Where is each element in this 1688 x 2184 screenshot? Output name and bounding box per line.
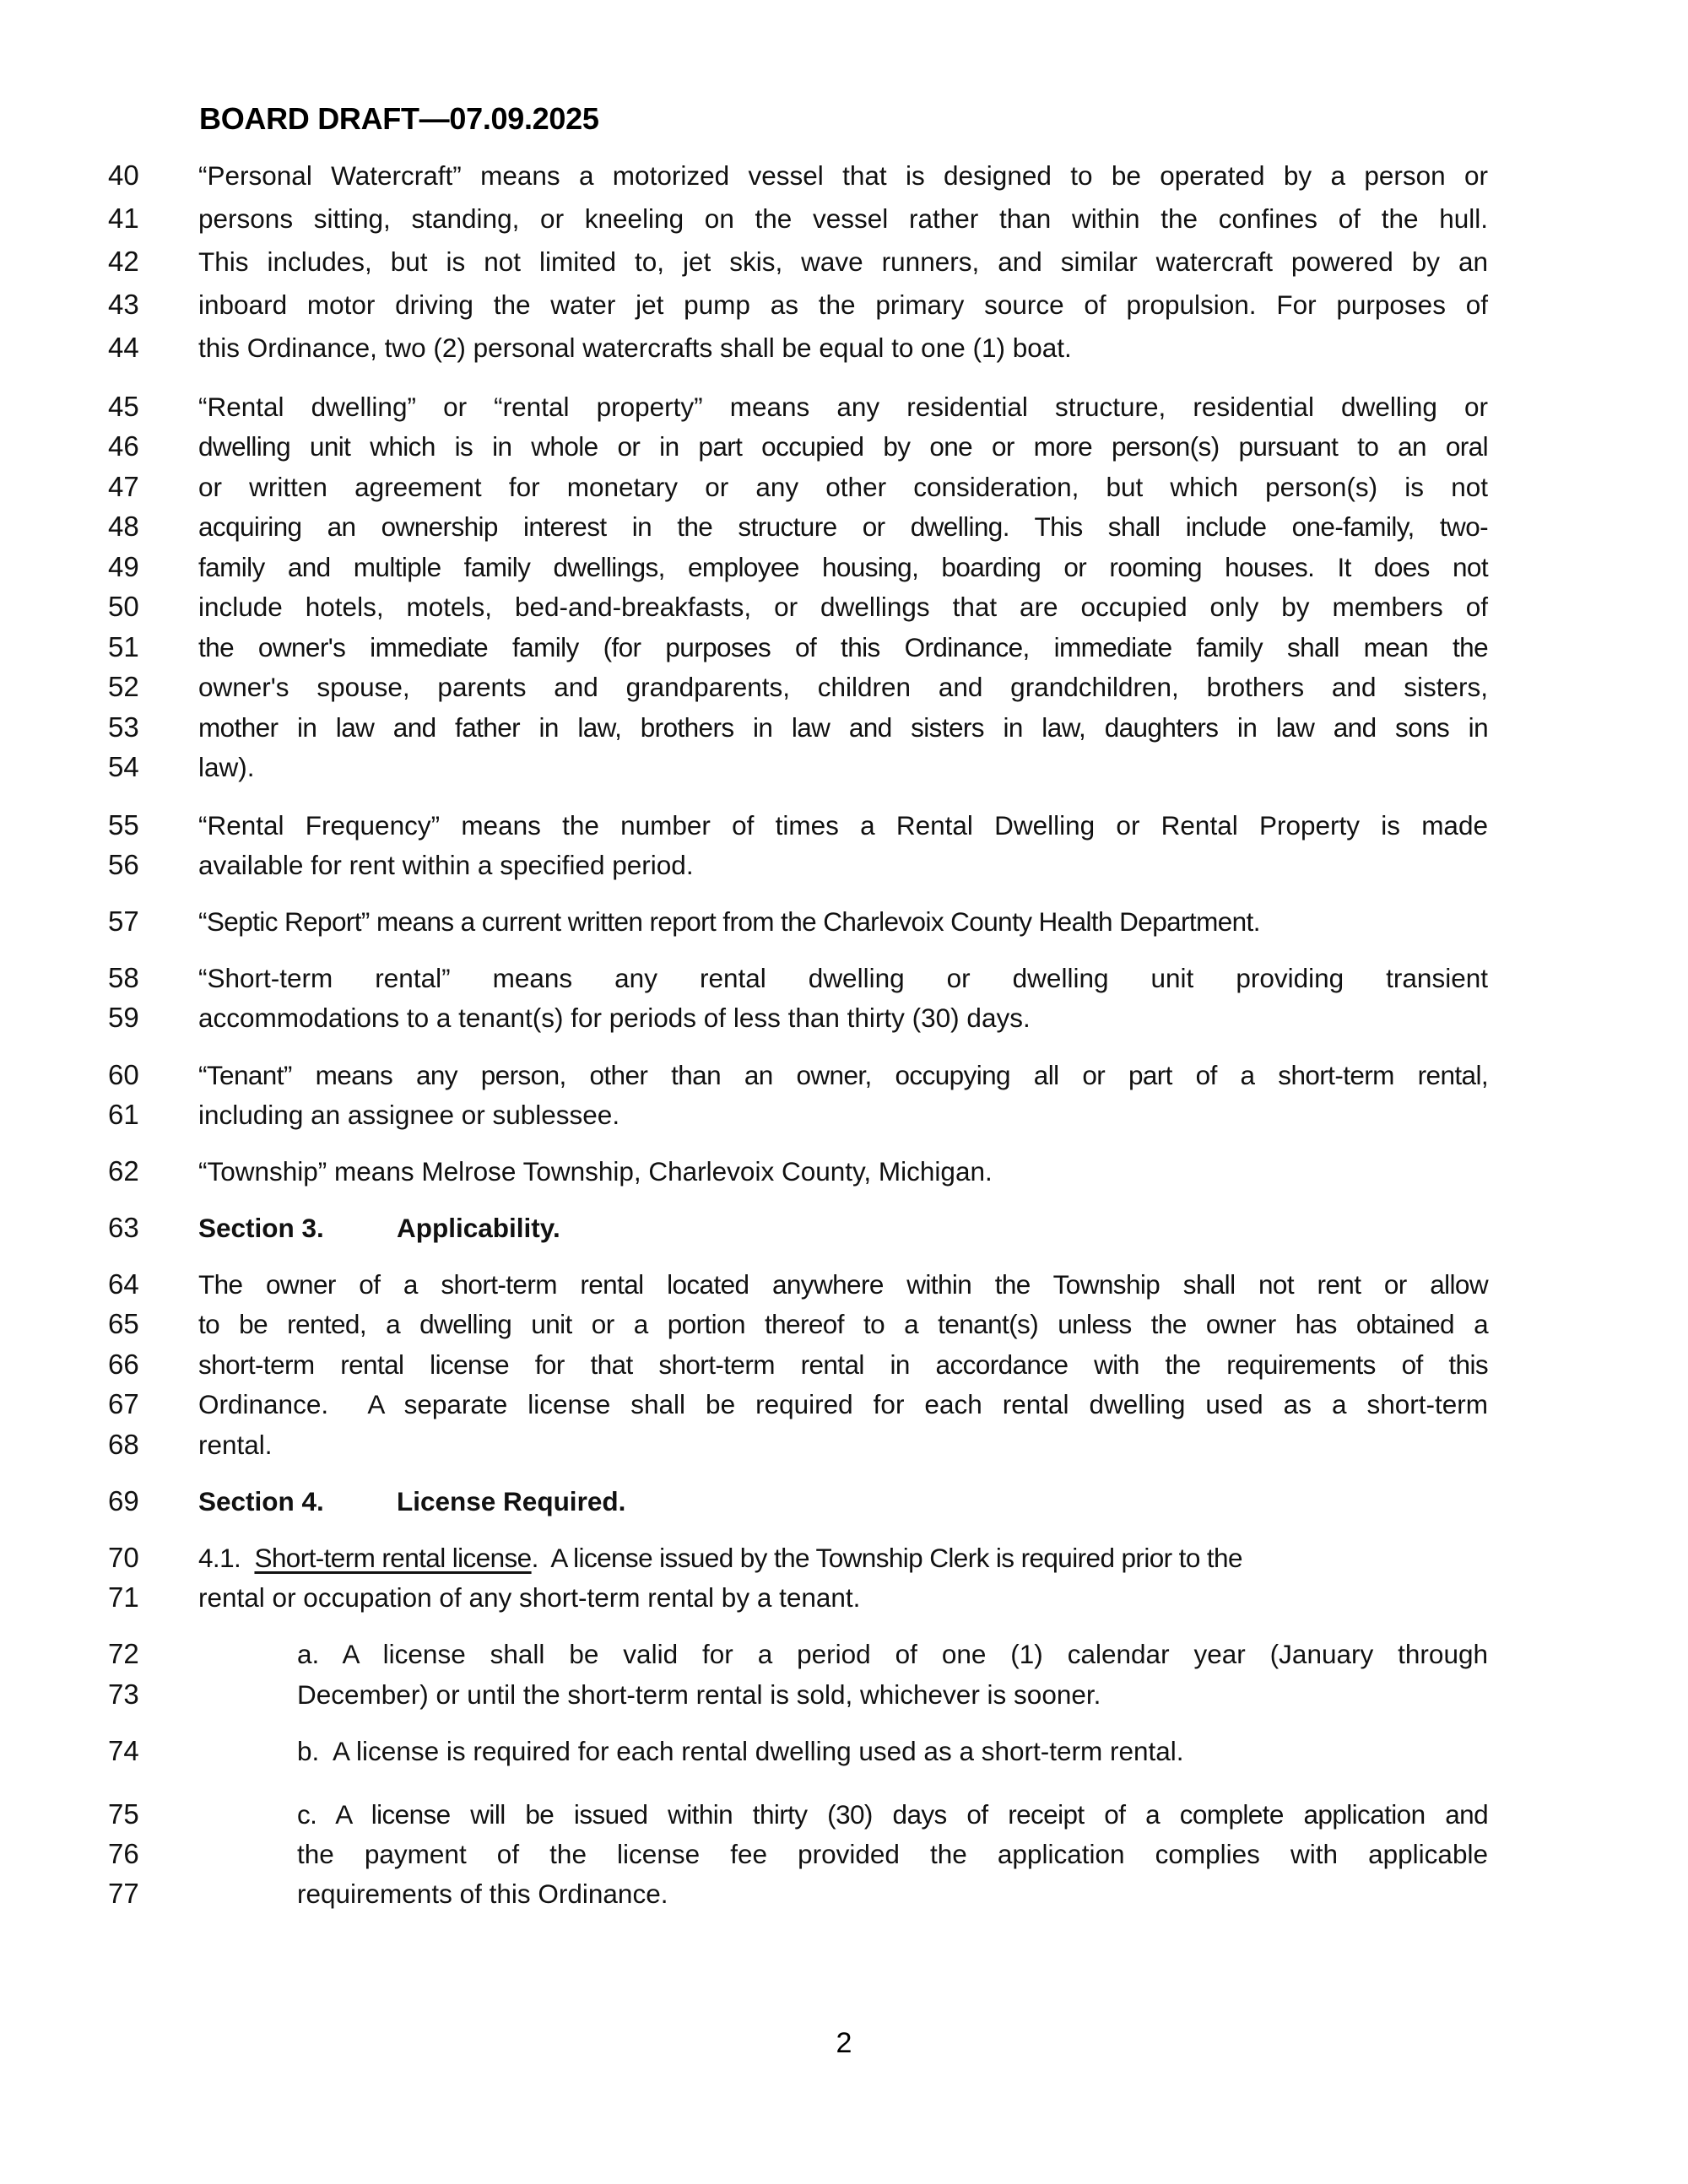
definition-township: “Township” means Melrose Township, Charlevoix County, Michigan.	[198, 1156, 993, 1187]
line-number: 53	[108, 711, 139, 743]
line-number: 43	[108, 289, 139, 320]
section-4-label: Section 4.	[198, 1486, 324, 1516]
line-number: 75	[108, 1798, 139, 1830]
line-number: 64	[108, 1268, 139, 1300]
text-line: inboard motor driving the water jet pump as the primary source of propulsion. For purposes of	[198, 289, 1488, 320]
definition-septic-report: “Septic Report” means a current written report from the Charlevoix County Health Department.	[198, 906, 1260, 937]
text-line: to be rented, a dwelling unit or a portion thereof to a tenant(s) unless the owner has obtained a	[198, 1309, 1488, 1339]
text-line: This includes, but is not limited to, jet skis, wave runners, and similar watercraft powered by an	[198, 246, 1488, 277]
text-line: December) or until the short-term rental is sold, whichever is sooner.	[297, 1679, 1101, 1710]
line-number: 56	[108, 849, 139, 880]
definition-rental-frequency: “Rental Frequency” means the number of times a Rental Dwelling or Rental Property is made	[198, 810, 1488, 841]
section-3-label: Section 3.	[198, 1213, 324, 1243]
applicability-text: The owner of a short-term rental located anywhere within the Township shall not rent or allow	[198, 1269, 1488, 1300]
line-number: 55	[108, 809, 139, 841]
line-number: 70	[108, 1542, 139, 1573]
text-line: law).	[198, 752, 255, 782]
text-line: this Ordinance, two (2) personal watercrafts shall be equal to one (1) boat.	[198, 332, 1072, 363]
line-number: 73	[108, 1679, 139, 1710]
subsection-4-1	[198, 1541, 1488, 1575]
line-number: 77	[108, 1878, 139, 1909]
list-item-b: b. A license is required for each rental dwelling used as a short-term rental.	[297, 1736, 1184, 1766]
draft-header: BOARD DRAFT—07.09.2025	[199, 101, 599, 136]
line-number: 61	[108, 1099, 139, 1130]
page-number: 2	[836, 2027, 852, 2059]
line-number: 60	[108, 1059, 139, 1090]
text-line: mother in law and father in law, brothers in law and sisters in law, daughters in law and sons in	[198, 712, 1488, 743]
definition-personal-watercraft: “Personal Watercraft” means a motorized vessel that is designed to be operated by a person or	[198, 160, 1488, 191]
line-number: 48	[108, 511, 139, 542]
text-line: including an assignee or sublessee.	[198, 1100, 620, 1130]
text-line: include hotels, motels, bed-and-breakfasts, or dwellings that are occupied only by members of	[198, 592, 1488, 622]
definition-tenant: “Tenant” means any person, other than an owner, occupying all or part of a short-term rental,	[198, 1060, 1488, 1090]
line-number: 42	[108, 246, 139, 277]
text-line: short-term rental license for that short-term rental in accordance with the requirements of this	[198, 1349, 1488, 1380]
line-number: 63	[108, 1212, 139, 1243]
section-4-title: License Required.	[397, 1486, 626, 1516]
subsection-number: 4.1.	[198, 1543, 241, 1573]
line-number: 66	[108, 1349, 139, 1380]
line-number: 46	[108, 430, 139, 462]
text-line: the payment of the license fee provided the application complies with applicable	[297, 1839, 1488, 1869]
line-number: 65	[108, 1308, 139, 1339]
line-number: 54	[108, 751, 139, 782]
text-line: the owner's immediate family (for purposes of this Ordinance, immediate family shall mean the	[198, 632, 1488, 662]
text-line: rental or occupation of any short-term rental by a tenant.	[198, 1582, 861, 1613]
text-line: Ordinance. A separate license shall be required for each rental dwelling used as a short-term	[198, 1389, 1488, 1419]
line-number: 62	[108, 1155, 139, 1187]
line-number: 47	[108, 471, 139, 502]
line-number: 74	[108, 1735, 139, 1766]
line-number: 58	[108, 962, 139, 993]
line-number: 59	[108, 1002, 139, 1033]
line-number: 69	[108, 1485, 139, 1516]
section-3-title: Applicability.	[397, 1213, 560, 1243]
line-number: 40	[108, 159, 139, 191]
line-number: 51	[108, 631, 139, 662]
list-item-a: a. A license shall be valid for a period of one (1) calendar year (January through	[297, 1639, 1488, 1669]
line-number: 57	[108, 905, 139, 937]
line-number: 76	[108, 1838, 139, 1869]
line-number: 44	[108, 332, 139, 363]
line-number: 52	[108, 671, 139, 702]
line-number: 50	[108, 591, 139, 622]
definition-short-term-rental: “Short-term rental” means any rental dwelling or dwelling unit providing transient	[198, 963, 1488, 993]
line-number: 67	[108, 1388, 139, 1419]
line-number: 41	[108, 203, 139, 234]
text-line: rental.	[198, 1430, 273, 1460]
text-line: persons sitting, standing, or kneeling on the vessel rather than within the confines of the hull.	[198, 203, 1488, 234]
line-number: 68	[108, 1429, 139, 1460]
text-line: or written agreement for monetary or any other consideration, but which person(s) is not	[198, 472, 1488, 502]
text-line: requirements of this Ordinance.	[297, 1879, 668, 1909]
list-item-c: c. A license will be issued within thirty (30) days of receipt of a complete application and	[297, 1799, 1488, 1830]
line-number: 71	[108, 1581, 139, 1613]
line-number: 45	[108, 391, 139, 422]
text-line: acquiring an ownership interest in the structure or dwelling. This shall include one-family, two-	[198, 511, 1488, 542]
definition-rental-dwelling: “Rental dwelling” or “rental property” means any residential structure, residential dwelling or	[198, 392, 1488, 422]
text-line: available for rent within a specified period.	[198, 850, 694, 880]
text-line: dwelling unit which is in whole or in part occupied by one or more person(s) pursuant to an oral	[198, 431, 1488, 462]
subsection-text: . A license issued by the Township Clerk is required prior to the	[531, 1543, 1242, 1573]
text-line: owner's spouse, parents and grandparents, children and grandchildren, brothers and sisters,	[198, 672, 1488, 702]
line-number: 49	[108, 551, 139, 582]
line-number: 72	[108, 1638, 139, 1669]
subsection-heading: Short-term rental license	[254, 1543, 532, 1573]
text-line: family and multiple family dwellings, employee housing, boarding or rooming houses. It does not	[198, 552, 1488, 582]
text-line: accommodations to a tenant(s) for periods of less than thirty (30) days.	[198, 1003, 1031, 1033]
